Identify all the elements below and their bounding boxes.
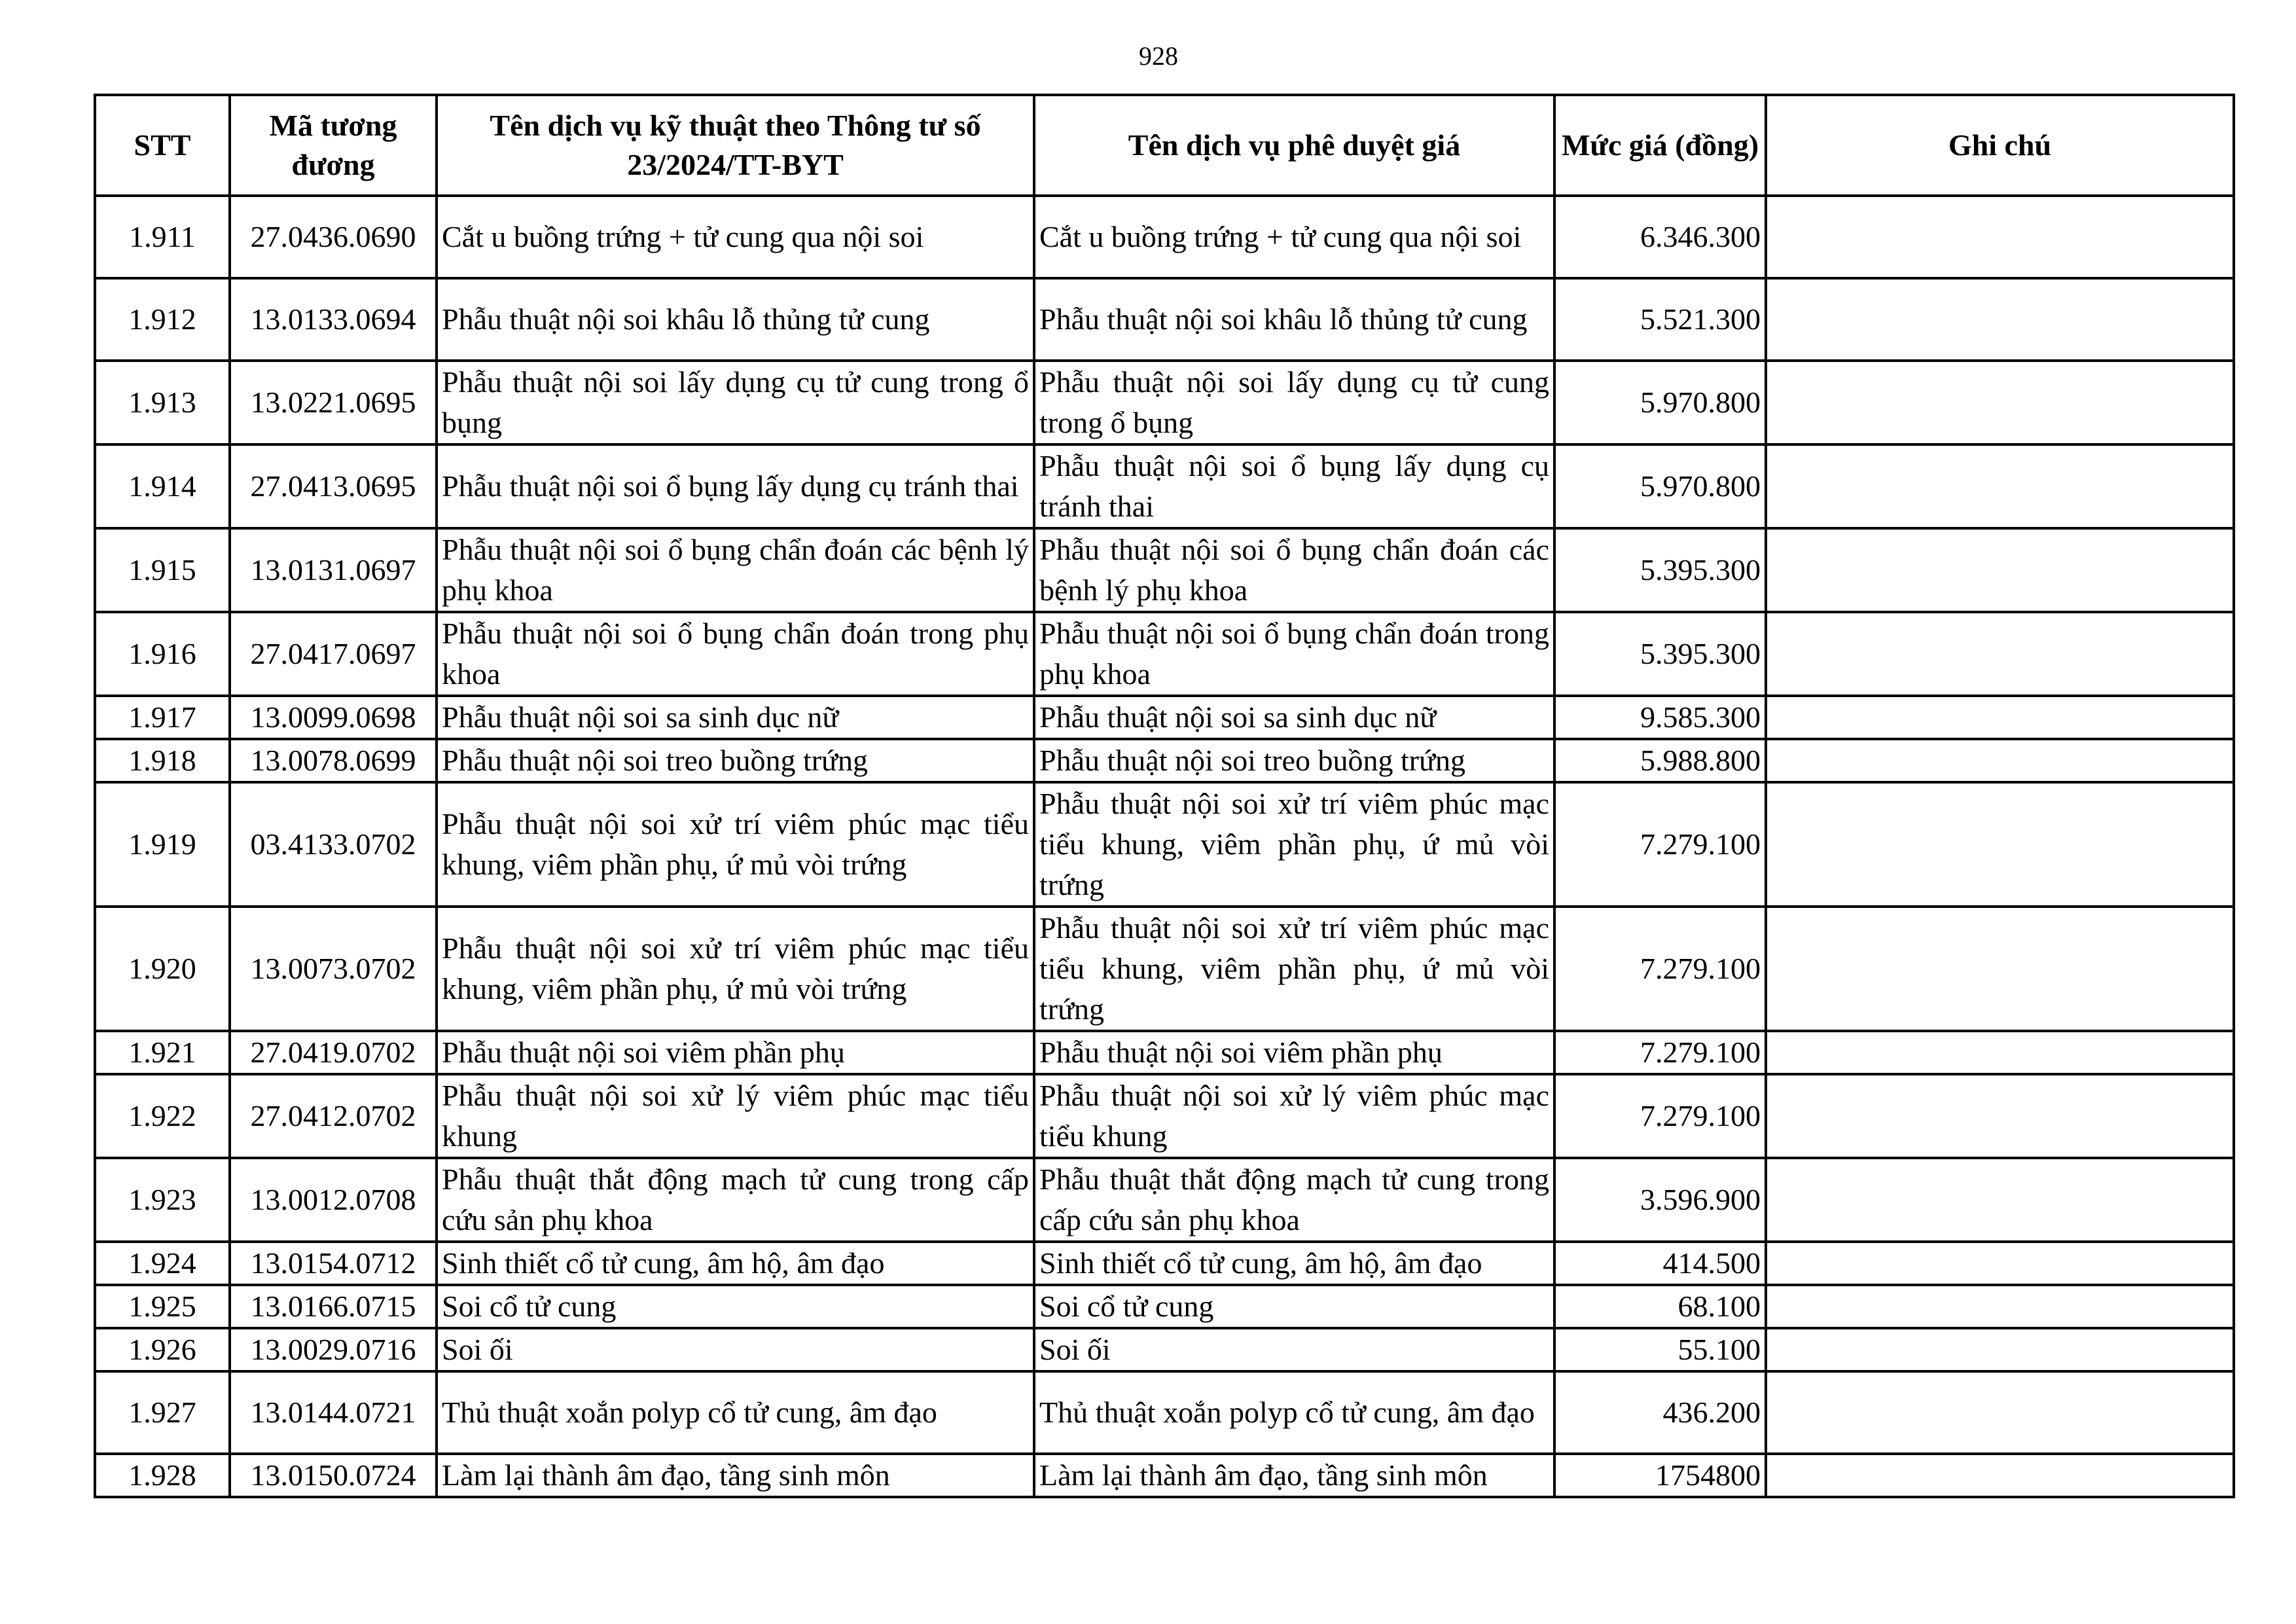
cell-code: 27.0436.0690 — [230, 196, 437, 278]
cell-service-name: Phẫu thuật nội soi treo buồng trứng — [437, 739, 1034, 782]
table-body — [95, 196, 2234, 1497]
table-row — [95, 361, 2234, 444]
cell-price: 414.500 — [1554, 1242, 1766, 1285]
cell-service-name: Phẫu thuật nội soi sa sinh dục nữ — [437, 696, 1034, 739]
page-number: 928 — [1139, 41, 1178, 71]
cell-code: 03.4133.0702 — [230, 782, 437, 907]
header-service-name: Tên dịch vụ kỹ thuật theo Thông tư số 23/2024/TT-BYT — [437, 95, 1034, 196]
cell-service-name: Soi cổ tử cung — [437, 1285, 1034, 1328]
table-row — [95, 1074, 2234, 1158]
cell-stt: 1.917 — [95, 696, 230, 739]
cell-price: 7.279.100 — [1554, 1074, 1766, 1158]
cell-approved-name: Phẫu thuật nội soi treo buồng trứng — [1034, 739, 1554, 782]
cell-approved-name: Phẫu thuật thắt động mạch tử cung trong cấp cứu sản phụ khoa — [1034, 1158, 1554, 1242]
table-row — [95, 1031, 2234, 1074]
cell-code: 13.0150.0724 — [230, 1454, 437, 1497]
table-row — [95, 907, 2234, 1031]
table-row — [95, 1242, 2234, 1285]
cell-approved-name: Phẫu thuật nội soi xử trí viêm phúc mạc tiểu khung, viêm phần phụ, ứ mủ vòi trứng — [1034, 782, 1554, 907]
cell-stt: 1.915 — [95, 528, 230, 612]
cell-approved-name: Phẫu thuật nội soi sa sinh dục nữ — [1034, 696, 1554, 739]
cell-stt: 1.926 — [95, 1328, 230, 1371]
header-note: Ghi chú — [1766, 95, 2234, 196]
cell-code: 13.0154.0712 — [230, 1242, 437, 1285]
cell-price: 5.970.800 — [1554, 444, 1766, 528]
table-row — [95, 1285, 2234, 1328]
cell-code: 13.0099.0698 — [230, 696, 437, 739]
cell-stt: 1.919 — [95, 782, 230, 907]
cell-code: 13.0221.0695 — [230, 361, 437, 444]
table-row — [95, 528, 2234, 612]
cell-service-name: Thủ thuật xoắn polyp cổ tử cung, âm đạo — [437, 1371, 1034, 1454]
cell-code: 13.0078.0699 — [230, 739, 437, 782]
cell-approved-name: Phẫu thuật nội soi lấy dụng cụ tử cung trong ổ bụng — [1034, 361, 1554, 444]
cell-service-name: Cắt u buồng trứng + tử cung qua nội soi — [437, 196, 1034, 278]
cell-stt: 1.920 — [95, 907, 230, 1031]
cell-price: 5.970.800 — [1554, 361, 1766, 444]
cell-note — [1766, 696, 2234, 739]
cell-stt: 1.928 — [95, 1454, 230, 1497]
cell-code: 27.0413.0695 — [230, 444, 437, 528]
cell-approved-name: Phẫu thuật nội soi ổ bụng lấy dụng cụ tránh thai — [1034, 444, 1554, 528]
cell-code: 13.0029.0716 — [230, 1328, 437, 1371]
cell-service-name: Phẫu thuật nội soi ổ bụng lấy dụng cụ tránh thai — [437, 444, 1034, 528]
cell-service-name: Làm lại thành âm đạo, tầng sinh môn — [437, 1454, 1034, 1497]
cell-note — [1766, 1158, 2234, 1242]
cell-approved-name: Sinh thiết cổ tử cung, âm hộ, âm đạo — [1034, 1242, 1554, 1285]
cell-note — [1766, 196, 2234, 278]
cell-note — [1766, 782, 2234, 907]
cell-stt: 1.925 — [95, 1285, 230, 1328]
cell-service-name: Phẫu thuật nội soi viêm phần phụ — [437, 1031, 1034, 1074]
table-row — [95, 696, 2234, 739]
cell-price: 5.988.800 — [1554, 739, 1766, 782]
table-row — [95, 278, 2234, 361]
cell-note — [1766, 1031, 2234, 1074]
cell-stt: 1.921 — [95, 1031, 230, 1074]
cell-code: 13.0073.0702 — [230, 907, 437, 1031]
cell-price: 5.395.300 — [1554, 612, 1766, 696]
cell-price: 6.346.300 — [1554, 196, 1766, 278]
cell-stt: 1.912 — [95, 278, 230, 361]
cell-price: 68.100 — [1554, 1285, 1766, 1328]
cell-service-name: Phẫu thuật nội soi ổ bụng chẩn đoán trong phụ khoa — [437, 612, 1034, 696]
cell-service-name: Phẫu thuật nội soi xử lý viêm phúc mạc tiểu khung — [437, 1074, 1034, 1158]
header-row — [95, 95, 2234, 196]
cell-stt: 1.927 — [95, 1371, 230, 1454]
cell-approved-name: Soi ối — [1034, 1328, 1554, 1371]
cell-note — [1766, 361, 2234, 444]
table-row — [95, 1454, 2234, 1497]
cell-code: 13.0133.0694 — [230, 278, 437, 361]
cell-approved-name: Phẫu thuật nội soi viêm phần phụ — [1034, 1031, 1554, 1074]
cell-note — [1766, 1242, 2234, 1285]
cell-service-name: Phẫu thuật nội soi khâu lỗ thủng tử cung — [437, 278, 1034, 361]
cell-approved-name: Soi cổ tử cung — [1034, 1285, 1554, 1328]
cell-price: 7.279.100 — [1554, 1031, 1766, 1074]
cell-note — [1766, 278, 2234, 361]
header-stt: STT — [95, 95, 230, 196]
cell-note — [1766, 739, 2234, 782]
cell-note — [1766, 612, 2234, 696]
table-row — [95, 739, 2234, 782]
cell-price: 7.279.100 — [1554, 782, 1766, 907]
table-row — [95, 1158, 2234, 1242]
table-row — [95, 612, 2234, 696]
cell-stt: 1.922 — [95, 1074, 230, 1158]
cell-approved-name: Thủ thuật xoắn polyp cổ tử cung, âm đạo — [1034, 1371, 1554, 1454]
cell-code: 27.0417.0697 — [230, 612, 437, 696]
cell-price: 436.200 — [1554, 1371, 1766, 1454]
cell-note — [1766, 444, 2234, 528]
cell-service-name: Phẫu thuật thắt động mạch tử cung trong cấp cứu sản phụ khoa — [437, 1158, 1034, 1242]
cell-approved-name: Phẫu thuật nội soi xử lý viêm phúc mạc tiểu khung — [1034, 1074, 1554, 1158]
table-row — [95, 782, 2234, 907]
cell-service-name: Phẫu thuật nội soi xử trí viêm phúc mạc tiểu khung, viêm phần phụ, ứ mủ vòi trứng — [437, 782, 1034, 907]
header-price: Mức giá (đồng) — [1554, 95, 1766, 196]
cell-price: 3.596.900 — [1554, 1158, 1766, 1242]
cell-approved-name: Phẫu thuật nội soi khâu lỗ thủng tử cung — [1034, 278, 1554, 361]
cell-approved-name: Phẫu thuật nội soi ổ bụng chẩn đoán trong phụ khoa — [1034, 612, 1554, 696]
cell-code: 27.0412.0702 — [230, 1074, 437, 1158]
cell-note — [1766, 1285, 2234, 1328]
cell-note — [1766, 1074, 2234, 1158]
cell-service-name: Phẫu thuật nội soi lấy dụng cụ tử cung trong ổ bụng — [437, 361, 1034, 444]
cell-approved-name: Làm lại thành âm đạo, tầng sinh môn — [1034, 1454, 1554, 1497]
cell-service-name: Sinh thiết cổ tử cung, âm hộ, âm đạo — [437, 1242, 1034, 1285]
cell-note — [1766, 1371, 2234, 1454]
cell-stt: 1.924 — [95, 1242, 230, 1285]
table-row — [95, 1371, 2234, 1454]
cell-price: 5.521.300 — [1554, 278, 1766, 361]
cell-note — [1766, 528, 2234, 612]
table-row — [95, 1328, 2234, 1371]
cell-stt: 1.916 — [95, 612, 230, 696]
cell-note — [1766, 907, 2234, 1031]
cell-price: 1754800 — [1554, 1454, 1766, 1497]
cell-price: 55.100 — [1554, 1328, 1766, 1371]
cell-service-name: Phẫu thuật nội soi xử trí viêm phúc mạc tiểu khung, viêm phần phụ, ứ mủ vòi trứng — [437, 907, 1034, 1031]
cell-approved-name: Phẫu thuật nội soi ổ bụng chẩn đoán các bệnh lý phụ khoa — [1034, 528, 1554, 612]
cell-code: 13.0166.0715 — [230, 1285, 437, 1328]
cell-code: 13.0131.0697 — [230, 528, 437, 612]
cell-service-name: Phẫu thuật nội soi ổ bụng chẩn đoán các bệnh lý phụ khoa — [437, 528, 1034, 612]
cell-stt: 1.918 — [95, 739, 230, 782]
table-row — [95, 444, 2234, 528]
cell-code: 13.0012.0708 — [230, 1158, 437, 1242]
cell-price: 7.279.100 — [1554, 907, 1766, 1031]
cell-stt: 1.923 — [95, 1158, 230, 1242]
cell-stt: 1.913 — [95, 361, 230, 444]
cell-price: 9.585.300 — [1554, 696, 1766, 739]
cell-stt: 1.914 — [95, 444, 230, 528]
cell-code: 27.0419.0702 — [230, 1031, 437, 1074]
cell-price: 5.395.300 — [1554, 528, 1766, 612]
header-code: Mã tương đương — [230, 95, 437, 196]
price-table — [94, 94, 2235, 1498]
header-approved-name: Tên dịch vụ phê duyệt giá — [1034, 95, 1554, 196]
cell-approved-name: Phẫu thuật nội soi xử trí viêm phúc mạc tiểu khung, viêm phần phụ, ứ mủ vòi trứng — [1034, 907, 1554, 1031]
cell-service-name: Soi ối — [437, 1328, 1034, 1371]
cell-note — [1766, 1328, 2234, 1371]
cell-note — [1766, 1454, 2234, 1497]
table-row — [95, 196, 2234, 278]
cell-approved-name: Cắt u buồng trứng + tử cung qua nội soi — [1034, 196, 1554, 278]
cell-stt: 1.911 — [95, 196, 230, 278]
cell-code: 13.0144.0721 — [230, 1371, 437, 1454]
